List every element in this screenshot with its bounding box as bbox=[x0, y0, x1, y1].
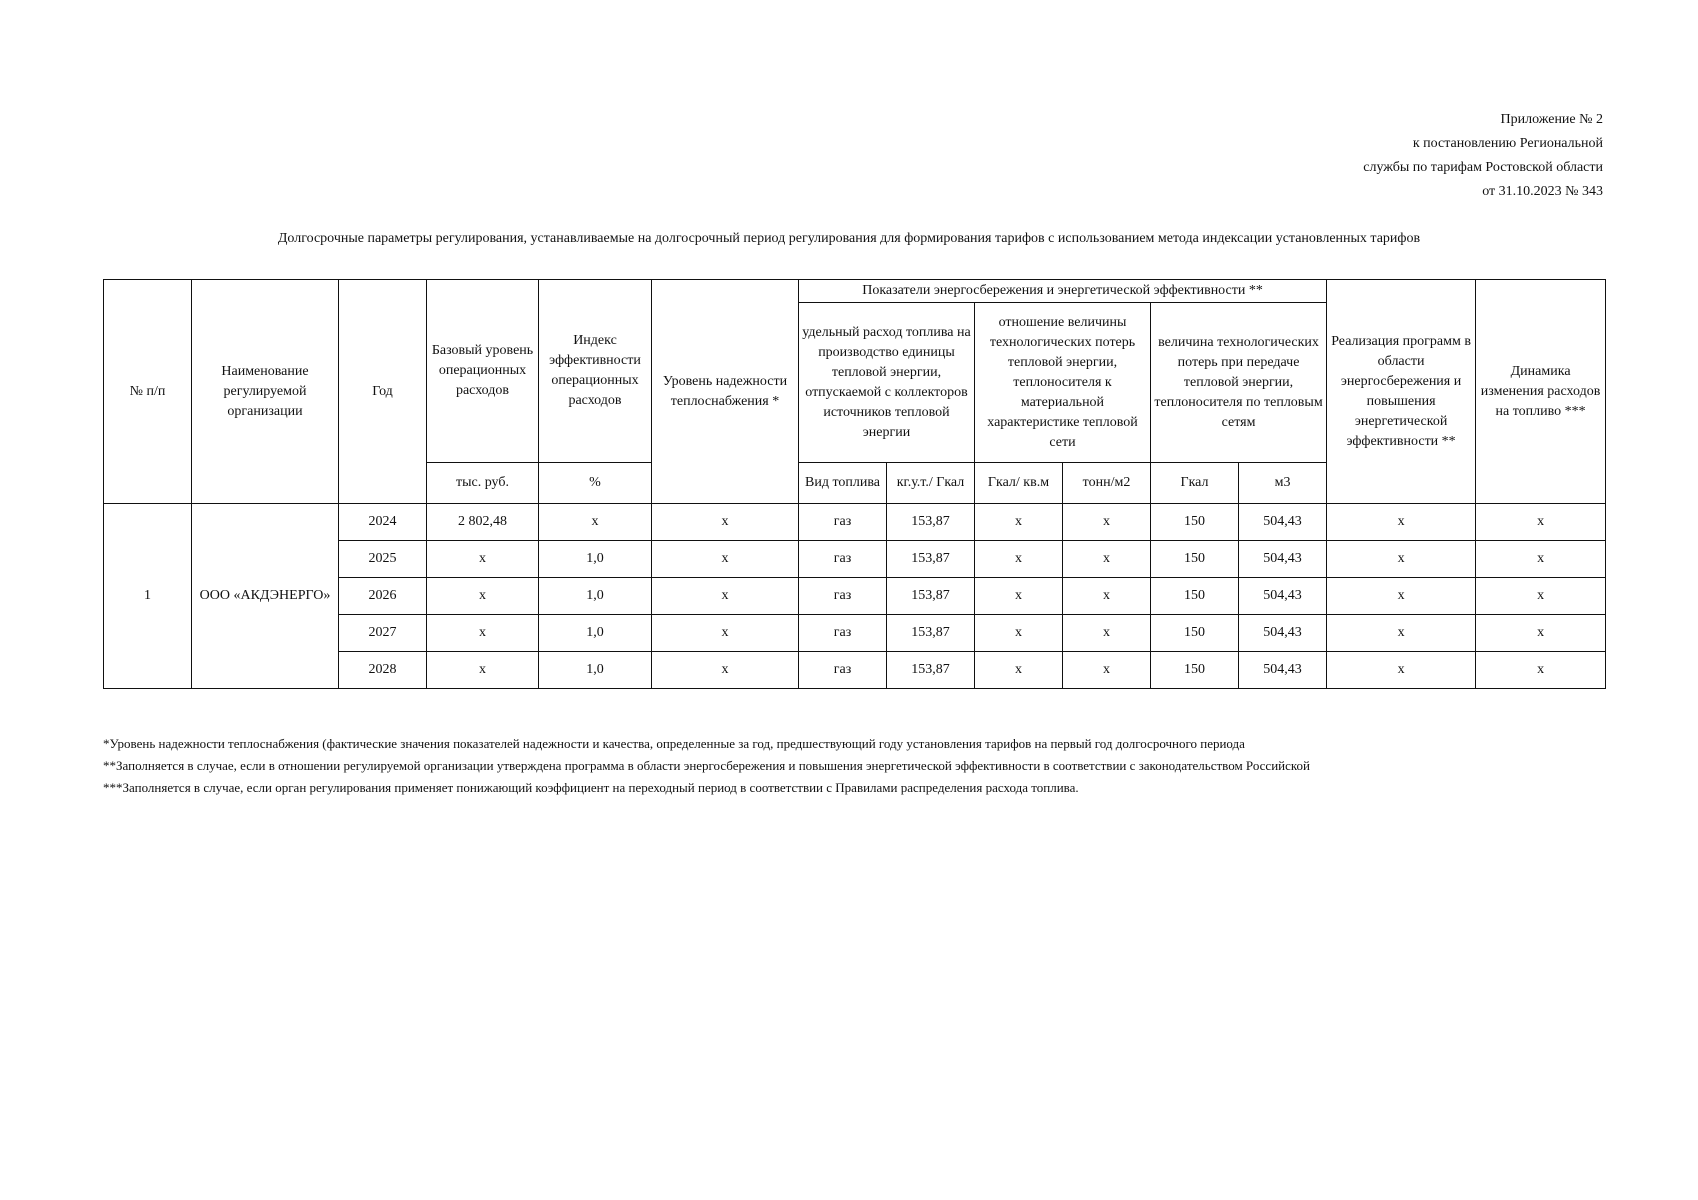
cell-dynamics: x bbox=[1476, 504, 1606, 541]
cell-fuel-rate: 153,87 bbox=[887, 504, 975, 541]
cell-year: 2026 bbox=[339, 578, 427, 615]
cell-dynamics: x bbox=[1476, 578, 1606, 615]
cell-programs: x bbox=[1327, 541, 1476, 578]
cell-reliability: x bbox=[652, 615, 799, 652]
cell-ratio-2: x bbox=[1063, 652, 1151, 689]
cell-loss-2: 504,43 bbox=[1239, 504, 1327, 541]
cell-ratio-1: x bbox=[975, 541, 1063, 578]
cell-ratio-1: x bbox=[975, 578, 1063, 615]
footnote: ***Заполняется в случае, если орган регулирования применяет понижающий коэффициент на переходный период в соответствии с Правилами распределения расхода топлива. bbox=[103, 780, 1079, 795]
unit-base: тыс. руб. bbox=[427, 463, 539, 504]
cell-reliability: x bbox=[652, 541, 799, 578]
unit-fuel-type: Вид топлива bbox=[799, 463, 887, 504]
cell-dynamics: x bbox=[1476, 615, 1606, 652]
header-base: Базовый уровень операционных расходов bbox=[427, 280, 539, 463]
cell-programs: x bbox=[1327, 504, 1476, 541]
cell-loss-2: 504,43 bbox=[1239, 652, 1327, 689]
cell-fuel-type: газ bbox=[799, 652, 887, 689]
cell-fuel-rate: 153,87 bbox=[887, 652, 975, 689]
cell-ratio-2: x bbox=[1063, 578, 1151, 615]
cell-dynamics: x bbox=[1476, 652, 1606, 689]
unit-fuel-rate: кг.у.т./ Гкал bbox=[887, 463, 975, 504]
cell-loss-2: 504,43 bbox=[1239, 615, 1327, 652]
appendix-line: к постановлению Региональной bbox=[1412, 136, 1603, 151]
header-index: Индекс эффективности операционных расходов bbox=[539, 280, 652, 463]
appendix-line: Приложение № 2 bbox=[1500, 112, 1603, 127]
header-fuel: удельный расход топлива на производство единицы тепловой энергии, отпускаемой с коллекторов источников тепловой энергии bbox=[799, 303, 975, 463]
footnote: **Заполняется в случае, если в отношении регулируемой организации утверждена программа в области энергосбережения и повышения энергетической эффективности в соответствии с законодательством Российской bbox=[103, 758, 1310, 773]
cell-loss-1: 150 bbox=[1151, 541, 1239, 578]
cell-ratio-2: x bbox=[1063, 504, 1151, 541]
entity-org: ООО «АКДЭНЕРГО» bbox=[192, 504, 339, 689]
cell-programs: x bbox=[1327, 652, 1476, 689]
header-dynamics: Динамика изменения расходов на топливо *** bbox=[1476, 280, 1606, 504]
unit-loss-2: м3 bbox=[1239, 463, 1327, 504]
cell-dynamics: x bbox=[1476, 541, 1606, 578]
cell-reliability: x bbox=[652, 578, 799, 615]
cell-index: 1,0 bbox=[539, 541, 652, 578]
cell-loss-2: 504,43 bbox=[1239, 578, 1327, 615]
footnote: *Уровень надежности теплоснабжения (фактические значения показателей надежности и качества, определенные за год, предшествующий году установления тарифов на первый год долгосрочного периода bbox=[103, 736, 1245, 751]
header-num: № п/п bbox=[104, 280, 192, 504]
cell-fuel-type: газ bbox=[799, 541, 887, 578]
cell-ratio-2: x bbox=[1063, 541, 1151, 578]
header-ratio: отношение величины технологических потерь тепловой энергии, теплоносителя к материальной характеристике тепловой сети bbox=[975, 303, 1151, 463]
cell-reliability: x bbox=[652, 504, 799, 541]
cell-year: 2024 bbox=[339, 504, 427, 541]
cell-fuel-type: газ bbox=[799, 615, 887, 652]
cell-year: 2027 bbox=[339, 615, 427, 652]
cell-fuel-rate: 153,87 bbox=[887, 541, 975, 578]
cell-reliability: x bbox=[652, 652, 799, 689]
cell-fuel-rate: 153,87 bbox=[887, 615, 975, 652]
header-row bbox=[104, 280, 1606, 303]
unit-ratio-2: тонн/м2 bbox=[1063, 463, 1151, 504]
unit-index: % bbox=[539, 463, 652, 504]
cell-index: 1,0 bbox=[539, 652, 652, 689]
cell-programs: x bbox=[1327, 578, 1476, 615]
unit-ratio-1: Гкал/ кв.м bbox=[975, 463, 1063, 504]
document-title: Долгосрочные параметры регулирования, устанавливаемые на долгосрочный период регулирования для формирования тарифов с использованием метода индексации установленных тарифов bbox=[277, 231, 1421, 246]
cell-ratio-1: x bbox=[975, 504, 1063, 541]
header-programs: Реализация программ в области энергосбережения и повышения энергетической эффективности ** bbox=[1327, 280, 1476, 504]
cell-base: x bbox=[427, 652, 539, 689]
cell-base: x bbox=[427, 541, 539, 578]
appendix-line: службы по тарифам Ростовской области bbox=[1363, 160, 1603, 175]
cell-loss-1: 150 bbox=[1151, 652, 1239, 689]
cell-ratio-2: x bbox=[1063, 615, 1151, 652]
cell-base: x bbox=[427, 615, 539, 652]
table-row bbox=[104, 504, 1606, 541]
cell-fuel-type: газ bbox=[799, 578, 887, 615]
cell-year: 2025 bbox=[339, 541, 427, 578]
cell-index: x bbox=[539, 504, 652, 541]
header-year: Год bbox=[339, 280, 427, 504]
cell-index: 1,0 bbox=[539, 578, 652, 615]
cell-index: 1,0 bbox=[539, 615, 652, 652]
header-reliability: Уровень надежности теплоснабжения * bbox=[652, 280, 799, 504]
header-org: Наименование регулируемой организации bbox=[192, 280, 339, 504]
cell-fuel-type: газ bbox=[799, 504, 887, 541]
cell-base: 2 802,48 bbox=[427, 504, 539, 541]
entity-num: 1 bbox=[104, 504, 192, 689]
footnotes bbox=[103, 733, 1605, 799]
unit-loss-1: Гкал bbox=[1151, 463, 1239, 504]
cell-loss-1: 150 bbox=[1151, 578, 1239, 615]
appendix-line: от 31.10.2023 № 343 bbox=[1482, 184, 1603, 199]
header-energy-group: Показатели энергосбережения и энергетической эффективности ** bbox=[799, 280, 1327, 303]
cell-ratio-1: x bbox=[975, 652, 1063, 689]
cell-loss-1: 150 bbox=[1151, 615, 1239, 652]
cell-ratio-1: x bbox=[975, 615, 1063, 652]
cell-programs: x bbox=[1327, 615, 1476, 652]
cell-year: 2028 bbox=[339, 652, 427, 689]
cell-fuel-rate: 153,87 bbox=[887, 578, 975, 615]
cell-loss-1: 150 bbox=[1151, 504, 1239, 541]
cell-loss-2: 504,43 bbox=[1239, 541, 1327, 578]
header-losses: величина технологических потерь при передаче тепловой энергии, теплоносителя по тепловым сетям bbox=[1151, 303, 1327, 463]
appendix-header bbox=[1363, 108, 1603, 204]
cell-base: x bbox=[427, 578, 539, 615]
parameters-table bbox=[103, 279, 1606, 689]
